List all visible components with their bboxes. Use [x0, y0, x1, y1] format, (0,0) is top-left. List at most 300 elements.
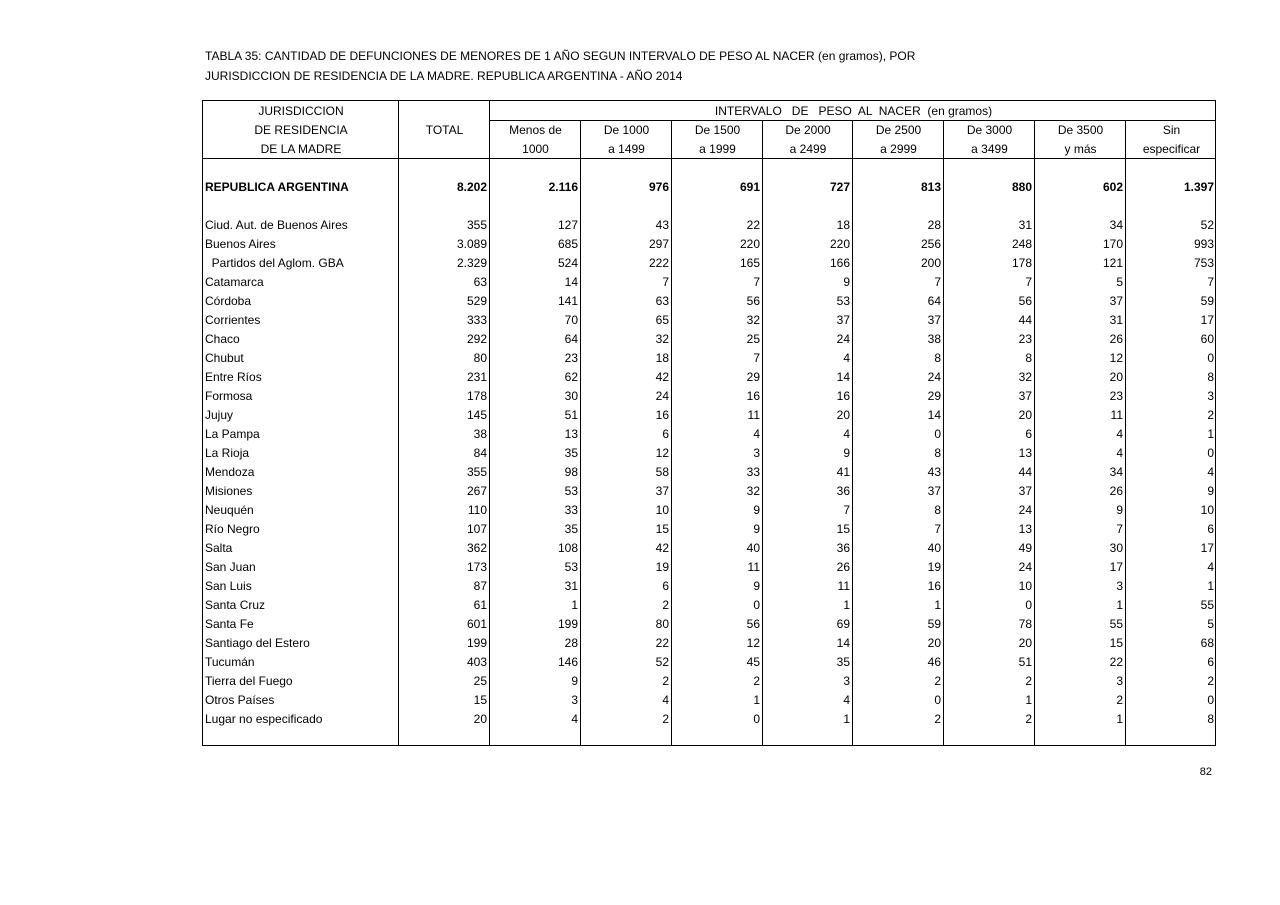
table-row-value: 6 — [1207, 522, 1214, 536]
table-row-value: 11 — [747, 408, 760, 422]
table-row-value: 80 — [473, 351, 487, 365]
table-row-value: 601 — [466, 617, 487, 631]
table-row-label: Mendoza — [205, 465, 255, 479]
table-row-value: 15 — [836, 522, 850, 536]
table-row-value: 28 — [564, 636, 578, 650]
table-row-value: 141 — [557, 294, 578, 308]
table-row-label: Formosa — [205, 389, 253, 403]
table-row-value: 16 — [927, 579, 941, 593]
table-row-value: 2 — [1025, 674, 1032, 688]
table-row-value: 32 — [746, 313, 760, 327]
table-row-label: Partidos del Aglom. GBA — [205, 256, 344, 270]
table-row-value: 51 — [1018, 655, 1032, 669]
table-row-value: 20 — [836, 408, 850, 422]
header-column-label: a 2499 — [789, 142, 827, 156]
table-row-value: 34 — [1109, 218, 1123, 232]
table-row-value: 14 — [836, 370, 850, 384]
header-total: TOTAL — [425, 123, 464, 137]
table-row-value: 29 — [746, 370, 760, 384]
table-row-value: 333 — [466, 313, 487, 327]
table-row-value: 9 — [843, 275, 850, 289]
table-row-value: 10 — [655, 503, 669, 517]
table-row-value: 64 — [927, 294, 941, 308]
table-row-value: 5 — [1116, 275, 1123, 289]
table-row-value: 25 — [473, 674, 487, 688]
header-column-label: De 1000 — [603, 123, 650, 137]
table-row-value: 56 — [746, 617, 760, 631]
table-row-value: 41 — [836, 465, 850, 479]
table-row-value: 524 — [557, 256, 578, 270]
table-row-value: 108 — [557, 541, 578, 555]
header-column-label: De 1500 — [694, 123, 741, 137]
table-row-value: 1 — [843, 598, 850, 612]
table-row-value: 24 — [655, 389, 669, 403]
table-row-value: 2 — [1207, 408, 1214, 422]
table-row-value: 6 — [662, 579, 669, 593]
table-row-value: 4 — [1207, 465, 1214, 479]
table-row-value: 178 — [466, 389, 487, 403]
table-row-value: 23 — [1018, 332, 1032, 346]
table-row-value: 63 — [473, 275, 487, 289]
table-row-value: 231 — [466, 370, 487, 384]
table-row-value: 12 — [655, 446, 669, 460]
table-row-value: 36 — [836, 484, 850, 498]
table-row-value: 4 — [1116, 446, 1123, 460]
table-row-value: 9 — [1116, 503, 1123, 517]
table-row-value: 256 — [920, 237, 941, 251]
table-row-value: 52 — [655, 655, 669, 669]
table-row-value: 70 — [564, 313, 578, 327]
table-row-value: 178 — [1011, 256, 1032, 270]
table-row-value: 37 — [927, 313, 941, 327]
table-row-value: 170 — [1102, 237, 1123, 251]
table-row-value: 37 — [655, 484, 669, 498]
table-row-value: 45 — [746, 655, 760, 669]
table-row-value: 0 — [1207, 693, 1214, 707]
header-column-label: y más — [1064, 142, 1097, 156]
table-row-value: 127 — [557, 218, 578, 232]
table-row-label: Córdoba — [205, 294, 252, 308]
table-row-label: Misiones — [205, 484, 253, 498]
table-row-value: 18 — [836, 218, 850, 232]
table-row-value: 24 — [927, 370, 941, 384]
table-row-value: 199 — [557, 617, 578, 631]
table-row-value: 2.329 — [456, 256, 487, 270]
table-row-value: 35 — [564, 446, 578, 460]
table-row-value: 37 — [1109, 294, 1123, 308]
table-row-value: 80 — [655, 617, 669, 631]
table-row-value: 56 — [746, 294, 760, 308]
table-row-value: 10 — [1018, 579, 1032, 593]
table-row-value: 87 — [473, 579, 487, 593]
header-intervalo: INTERVALO DE PESO AL NACER (en gramos) — [714, 104, 993, 118]
table-row-value: 30 — [1109, 541, 1123, 555]
table-row-value: 9 — [753, 503, 760, 517]
table-row-value: 362 — [466, 541, 487, 555]
total-row-value: 880 — [1011, 180, 1032, 194]
header-column-label: Menos de — [509, 123, 562, 137]
table-row-value: 1 — [571, 598, 578, 612]
table-row-label: Tierra del Fuego — [205, 674, 293, 688]
header-column-label: 1000 — [522, 142, 549, 156]
table-row-value: 37 — [836, 313, 850, 327]
total-row-value: 2.116 — [548, 180, 578, 194]
table-row-value: 52 — [1200, 218, 1214, 232]
table-row-value: 165 — [739, 256, 760, 270]
table-row-value: 34 — [1109, 465, 1123, 479]
table-row-value: 29 — [927, 389, 941, 403]
table-row-value: 26 — [1109, 484, 1123, 498]
table-row-value: 40 — [927, 541, 941, 555]
table-row-value: 98 — [564, 465, 578, 479]
table-row-value: 4 — [571, 712, 578, 726]
data-table — [202, 100, 1216, 746]
table-row-label: San Juan — [205, 560, 256, 574]
table-row-value: 36 — [836, 541, 850, 555]
table-row-value: 7 — [753, 275, 760, 289]
table-title — [205, 46, 915, 86]
table-row-label: Catamarca — [205, 275, 264, 289]
table-row-value: 685 — [557, 237, 578, 251]
table-row-value: 78 — [1018, 617, 1032, 631]
table-row-value: 19 — [655, 560, 669, 574]
table-row-value: 4 — [1207, 560, 1214, 574]
table-row-value: 199 — [466, 636, 487, 650]
total-row-value: 727 — [829, 180, 850, 194]
table-row-value: 110 — [467, 503, 487, 517]
table-row-value: 8 — [1207, 712, 1214, 726]
table-row-value: 84 — [473, 446, 487, 460]
table-row-value: 145 — [466, 408, 487, 422]
table-row-value: 15 — [473, 693, 487, 707]
table-row-value: 0 — [753, 712, 760, 726]
table-row-value: 61 — [473, 598, 487, 612]
table-row-value: 42 — [655, 370, 669, 384]
table-row-value: 4 — [1116, 427, 1123, 441]
table-row-value: 3.089 — [456, 237, 487, 251]
table-row-value: 2 — [662, 712, 669, 726]
table-row-value: 24 — [836, 332, 850, 346]
table-row-value: 7 — [843, 503, 850, 517]
table-row-value: 17 — [1200, 541, 1214, 555]
table-row-value: 993 — [1193, 237, 1214, 251]
table-row-value: 3 — [843, 674, 850, 688]
table-row-value: 146 — [557, 655, 578, 669]
header-column-label: a 2999 — [880, 142, 917, 156]
table-row-value: 8 — [934, 351, 941, 365]
table-row-label: Ciud. Aut. de Buenos Aires — [205, 218, 348, 232]
table-row-value: 68 — [1200, 636, 1214, 650]
table-row-value: 53 — [564, 484, 578, 498]
table-title-line-2: JURISDICCION DE RESIDENCIA DE LA MADRE. REPUBLICA ARGENTINA - AÑO 2014 — [205, 69, 683, 83]
table-row-value: 38 — [927, 332, 941, 346]
table-row-value: 24 — [1018, 503, 1032, 517]
table-row-value: 4 — [843, 427, 850, 441]
table-row-value: 0 — [1207, 351, 1214, 365]
table-row-value: 43 — [927, 465, 941, 479]
table-row-value: 4 — [843, 693, 850, 707]
table-row-label: Lugar no especificado — [205, 712, 323, 726]
table-row-value: 26 — [1109, 332, 1123, 346]
table-row-value: 8 — [934, 446, 941, 460]
table-row-value: 8 — [1207, 370, 1214, 384]
total-row-value: 602 — [1102, 180, 1123, 194]
table-row-label: Santiago del Estero — [205, 636, 310, 650]
table-row-value: 0 — [1025, 598, 1032, 612]
table-row-value: 297 — [648, 237, 669, 251]
table-row-value: 0 — [934, 693, 941, 707]
table-row-label: Entre Ríos — [205, 370, 262, 384]
table-row-value: 7 — [1025, 275, 1032, 289]
table-row-value: 35 — [564, 522, 578, 536]
table-row-value: 200 — [920, 256, 941, 270]
table-row-value: 1 — [1116, 598, 1123, 612]
header-column-label: De 3500 — [1057, 123, 1104, 137]
table-row-value: 14 — [927, 408, 941, 422]
table-row-value: 63 — [655, 294, 669, 308]
table-row-value: 3 — [1116, 579, 1123, 593]
table-row-value: 529 — [466, 294, 487, 308]
table-row-value: 11 — [747, 560, 760, 574]
table-row-value: 2 — [1116, 693, 1123, 707]
table-row-value: 64 — [564, 332, 578, 346]
header-column-label: especificar — [1142, 142, 1201, 156]
total-row-label: REPUBLICA ARGENTINA — [205, 180, 349, 194]
table-row-value: 15 — [1109, 636, 1123, 650]
table-row-value: 55 — [1200, 598, 1214, 612]
table-row-value: 2 — [662, 674, 669, 688]
table-row-value: 53 — [564, 560, 578, 574]
table-row-value: 14 — [836, 636, 850, 650]
table-row-value: 26 — [836, 560, 850, 574]
table-row-value: 5 — [1207, 617, 1214, 631]
table-row-value: 18 — [655, 351, 669, 365]
table-row-value: 42 — [655, 541, 669, 555]
table-row-label: Santa Cruz — [205, 598, 266, 612]
table-row-value: 0 — [753, 598, 760, 612]
table-row-value: 3 — [571, 693, 578, 707]
table-row-value: 11 — [1110, 408, 1123, 422]
table-row-value: 9 — [753, 522, 760, 536]
table-row-value: 20 — [927, 636, 941, 650]
table-row-value: 2 — [934, 712, 941, 726]
table-row-value: 53 — [836, 294, 850, 308]
table-row-label: Jujuy — [205, 408, 234, 422]
table-row-value: 9 — [753, 579, 760, 593]
header-jurisdiccion-line: DE LA MADRE — [260, 142, 342, 156]
table-row-value: 17 — [1200, 313, 1214, 327]
table-row-value: 8 — [934, 503, 941, 517]
table-row-value: 49 — [1018, 541, 1032, 555]
table-row-value: 9 — [571, 674, 578, 688]
table-row-label: Tucumán — [205, 655, 255, 669]
table-row-value: 8 — [1025, 351, 1032, 365]
table-row-value: 1 — [843, 712, 850, 726]
table-row-value: 753 — [1193, 256, 1214, 270]
table-row-value: 33 — [746, 465, 760, 479]
table-row-value: 2 — [662, 598, 669, 612]
table-row-value: 22 — [1109, 655, 1123, 669]
table-row-value: 4 — [843, 351, 850, 365]
table-row-value: 9 — [1207, 484, 1214, 498]
table-row-value: 13 — [1018, 522, 1032, 536]
table-row-value: 1 — [753, 693, 760, 707]
table-row-value: 60 — [1200, 332, 1214, 346]
table-row-value: 62 — [564, 370, 578, 384]
table-row-value: 7 — [934, 522, 941, 536]
table-row-value: 2 — [1025, 712, 1032, 726]
table-row-value: 65 — [655, 313, 669, 327]
table-row-value: 2 — [1207, 674, 1214, 688]
table-row-value: 7 — [1116, 522, 1123, 536]
table-row-value: 220 — [739, 237, 760, 251]
table-row-value: 22 — [655, 636, 669, 650]
page-number: 82 — [1199, 766, 1212, 778]
table-row-value: 28 — [927, 218, 941, 232]
table-row-value: 107 — [466, 522, 487, 536]
table-row-label: La Rioja — [205, 446, 250, 460]
table-row-value: 14 — [564, 275, 578, 289]
table-row-value: 9 — [843, 446, 850, 460]
table-row-value: 355 — [466, 465, 487, 479]
table-row-value: 31 — [564, 579, 578, 593]
table-row-value: 37 — [1018, 484, 1032, 498]
table-row-value: 1 — [934, 598, 941, 612]
table-row-value: 403 — [466, 655, 487, 669]
table-row-value: 13 — [1018, 446, 1032, 460]
table-row-value: 6 — [1025, 427, 1032, 441]
table-row-value: 16 — [746, 389, 760, 403]
table-row-value: 43 — [655, 218, 669, 232]
table-row-value: 10 — [1200, 503, 1214, 517]
table-row-value: 13 — [564, 427, 578, 441]
table-row-label: Río Negro — [205, 522, 260, 536]
table-row-value: 3 — [1207, 389, 1214, 403]
table-row-value: 17 — [1109, 560, 1123, 574]
table-row-value: 7 — [934, 275, 941, 289]
total-row-value: 976 — [648, 180, 669, 194]
header-column-label: a 1999 — [699, 142, 736, 156]
table-row-value: 31 — [1018, 218, 1032, 232]
table-row-label: Otros Países — [205, 693, 275, 707]
table-row-value: 1 — [1207, 427, 1214, 441]
table-row-value: 25 — [746, 332, 760, 346]
total-row-value: 8.202 — [456, 180, 487, 194]
table-row-value: 2 — [753, 674, 760, 688]
table-row-value: 40 — [746, 541, 760, 555]
table-row-value: 166 — [829, 256, 850, 270]
table-row-value: 6 — [662, 427, 669, 441]
table-row-value: 7 — [753, 351, 760, 365]
table-row-value: 32 — [655, 332, 669, 346]
table-row-value: 12 — [1109, 351, 1123, 365]
table-row-value: 3 — [1116, 674, 1123, 688]
table-row-value: 267 — [466, 484, 487, 498]
header-jurisdiccion-line: DE RESIDENCIA — [254, 123, 348, 137]
table-row-value: 0 — [934, 427, 941, 441]
header-column-label: De 2000 — [785, 123, 831, 137]
table-row-value: 121 — [1102, 256, 1123, 270]
table-row-value: 1 — [1207, 579, 1214, 593]
table-title-line-1: TABLA 35: CANTIDAD DE DEFUNCIONES DE MENORES DE 1 AÑO SEGUN INTERVALO DE PESO AL NACER (en gramos), POR — [205, 49, 916, 63]
table-row-value: 248 — [1011, 237, 1032, 251]
table-row-value: 7 — [662, 275, 669, 289]
table-row-value: 31 — [1109, 313, 1123, 327]
table-row-label: San Luis — [205, 579, 252, 593]
table-row-value: 222 — [648, 256, 669, 270]
table-row-value: 55 — [1109, 617, 1123, 631]
table-row-value: 30 — [564, 389, 578, 403]
header-column-label: Sin — [1162, 123, 1181, 137]
table-row-label: Corrientes — [205, 313, 261, 327]
table-row-value: 12 — [746, 636, 760, 650]
table-row-value: 38 — [473, 427, 487, 441]
table-row-value: 20 — [473, 712, 487, 726]
header-jurisdiccion-line: JURISDICCION — [258, 104, 344, 118]
table-row-value: 3 — [753, 446, 760, 460]
table-row-value: 23 — [1109, 389, 1123, 403]
total-row-value: 1.397 — [1183, 180, 1214, 194]
table-row-value: 23 — [564, 351, 578, 365]
table-row-label: La Pampa — [205, 427, 260, 441]
table-row-label: Santa Fe — [205, 617, 254, 631]
table-row-label: Chaco — [205, 332, 240, 346]
table-row-value: 32 — [1018, 370, 1032, 384]
table-row-value: 46 — [927, 655, 941, 669]
table-row-label: Neuquén — [205, 503, 254, 517]
table-row-value: 37 — [927, 484, 941, 498]
table-row-value: 32 — [746, 484, 760, 498]
table-row-label: Buenos Aires — [205, 237, 276, 251]
table-row-value: 56 — [1018, 294, 1032, 308]
table-row-value: 0 — [1207, 446, 1214, 460]
table-row-label: Chubut — [205, 351, 244, 365]
table-row-value: 59 — [1200, 294, 1214, 308]
header-column-label: De 3000 — [966, 123, 1013, 137]
table-row-value: 2 — [934, 674, 941, 688]
table-row-value: 20 — [1109, 370, 1123, 384]
table-row-value: 51 — [564, 408, 578, 422]
total-row-value: 813 — [920, 180, 941, 194]
table-row-value: 16 — [836, 389, 850, 403]
table-row-value: 1 — [1025, 693, 1032, 707]
table-row-value: 69 — [836, 617, 850, 631]
table-row-value: 355 — [466, 218, 487, 232]
table-row-value: 37 — [1018, 389, 1032, 403]
table-row-value: 292 — [466, 332, 487, 346]
table-row-value: 6 — [1207, 655, 1214, 669]
table-row-value: 220 — [829, 237, 850, 251]
header-column-label: a 1499 — [608, 142, 645, 156]
table-row-value: 35 — [836, 655, 850, 669]
table-row-value: 44 — [1018, 313, 1032, 327]
table-row-value: 24 — [1018, 560, 1032, 574]
table-row-value: 4 — [753, 427, 760, 441]
table-row-value: 58 — [655, 465, 669, 479]
header-column-label: De 2500 — [875, 123, 922, 137]
table-row-value: 7 — [1207, 275, 1214, 289]
table-row-value: 20 — [1018, 408, 1032, 422]
table-row-value: 20 — [1018, 636, 1032, 650]
table-row-value: 19 — [927, 560, 941, 574]
table-row-value: 15 — [655, 522, 669, 536]
table-row-value: 173 — [466, 560, 487, 574]
table-row-value: 59 — [927, 617, 941, 631]
table-row-label: Salta — [205, 541, 233, 555]
header-column-label: a 3499 — [971, 142, 1008, 156]
table-row-value: 44 — [1018, 465, 1032, 479]
table-row-value: 4 — [662, 693, 669, 707]
